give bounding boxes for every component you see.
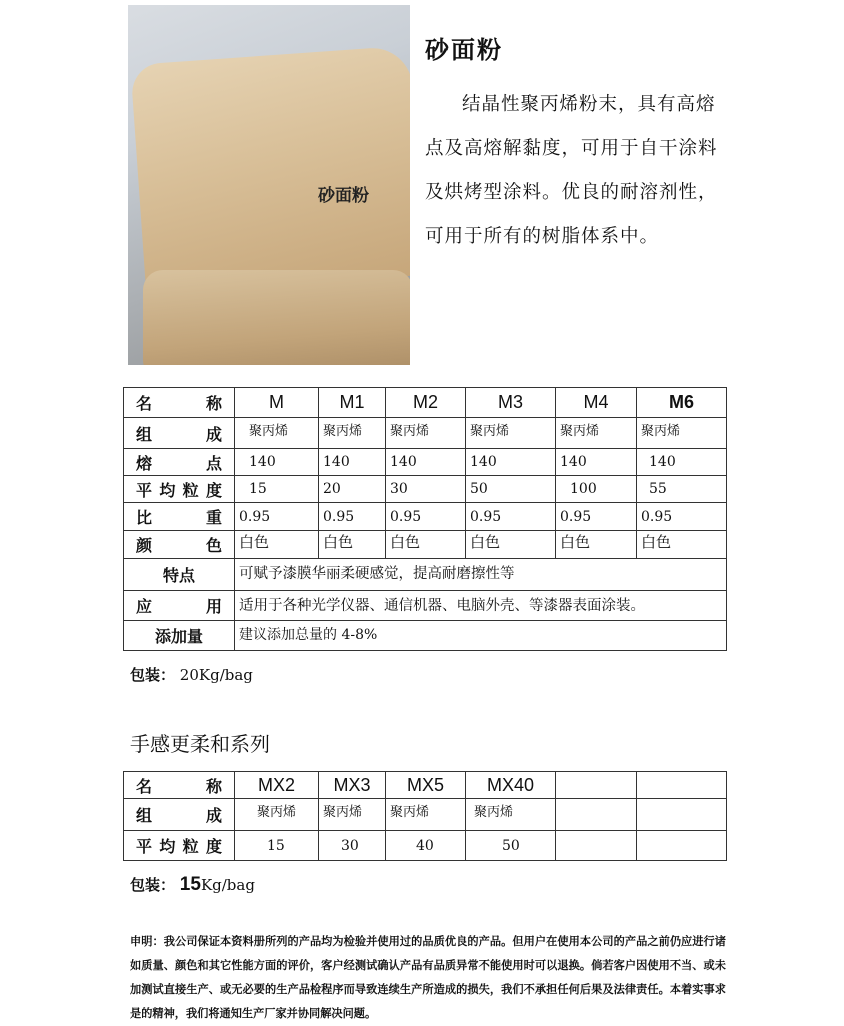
cell: 白色 (637, 531, 727, 559)
package-info-2 (130, 874, 255, 896)
cell: 白色 (556, 531, 637, 559)
cell: 140 (466, 449, 556, 476)
cell: 140 (556, 449, 637, 476)
cell: 聚丙烯 (637, 418, 727, 449)
cell: 聚丙烯 (319, 418, 386, 449)
cell: 15 (235, 476, 319, 503)
cell: 140 (235, 449, 319, 476)
package-info-1 (130, 664, 253, 685)
label-application: 应 用 (124, 591, 235, 621)
cell: 聚丙烯 (235, 799, 319, 831)
cell: 0.95 (319, 503, 386, 531)
cell: 聚丙烯 (556, 418, 637, 449)
cell: 30 (319, 831, 386, 861)
cell: 0.95 (235, 503, 319, 531)
model-cell: M3 (466, 388, 556, 418)
series-title: 手感更柔和系列 (130, 732, 270, 756)
model-cell: MX2 (235, 772, 319, 799)
cell: 20 (319, 476, 386, 503)
cell: 55 (637, 476, 727, 503)
package-value: 20Kg/bag (179, 666, 253, 684)
cell: 聚丙烯 (319, 799, 386, 831)
cell: 白色 (386, 531, 466, 559)
cell: 140 (386, 449, 466, 476)
cell: 聚丙烯 (466, 418, 556, 449)
model-cell: M6 (637, 388, 727, 418)
row-name (124, 388, 727, 418)
cell: 白色 (319, 531, 386, 559)
cell: 白色 (235, 531, 319, 559)
package-label: 包装： (130, 876, 176, 894)
empty-cell (556, 772, 637, 799)
product-description: 结晶性聚丙烯粉末，具有高熔点及高熔解黏度，可用于自干涂料及烘烤型涂料。优良的耐溶剂性，可用于所有的树脂体系中。 (425, 94, 718, 247)
cell: 140 (319, 449, 386, 476)
cell: 50 (466, 476, 556, 503)
label-particle: 平均粒度 (124, 476, 235, 503)
row-color (124, 531, 727, 559)
label-color: 颜 色 (124, 531, 235, 559)
package-value-bold: 15 (179, 874, 201, 895)
label-composition: 组 成 (124, 799, 235, 831)
row-composition (124, 799, 727, 831)
empty-cell (637, 831, 727, 861)
label-dosage: 添加量 (124, 621, 235, 651)
empty-cell (556, 799, 637, 831)
model-cell: MX40 (466, 772, 556, 799)
cell: 0.95 (637, 503, 727, 531)
empty-cell (637, 772, 727, 799)
row-composition (124, 418, 727, 449)
row-melting (124, 449, 727, 476)
row-particle (124, 476, 727, 503)
feature-text: 可赋予漆膜华丽柔硬感觉，提高耐磨擦性等 (235, 559, 727, 591)
model-cell: M2 (386, 388, 466, 418)
spec-table (123, 387, 727, 651)
photo-label: 砂面粉 (318, 186, 369, 206)
cell: 聚丙烯 (466, 799, 556, 831)
cell: 30 (386, 476, 466, 503)
row-dosage (124, 621, 727, 651)
product-photo (128, 5, 410, 365)
model-cell: M4 (556, 388, 637, 418)
cell: 聚丙烯 (386, 418, 466, 449)
package-label: 包装： (130, 666, 176, 684)
model-cell: MX5 (386, 772, 466, 799)
product-title: 砂面粉 (425, 35, 503, 64)
cell: 40 (386, 831, 466, 861)
label-name: 名 称 (124, 388, 235, 418)
label-gravity: 比 重 (124, 503, 235, 531)
dosage-text: 建议添加总量的 4-8% (235, 621, 727, 651)
bag-image-bottom (143, 270, 410, 365)
row-feature (124, 559, 727, 591)
label-composition: 组 成 (124, 418, 235, 449)
cell: 140 (637, 449, 727, 476)
row-particle (124, 831, 727, 861)
label-name: 名 称 (124, 772, 235, 799)
row-name (124, 772, 727, 799)
cell: 0.95 (466, 503, 556, 531)
cell: 100 (556, 476, 637, 503)
application-text: 适用于各种光学仪器、通信机器、电脑外壳、等漆器表面涂装。 (235, 591, 727, 621)
cell: 50 (466, 831, 556, 861)
cell: 0.95 (386, 503, 466, 531)
cell: 聚丙烯 (386, 799, 466, 831)
model-cell: MX3 (319, 772, 386, 799)
empty-cell (637, 799, 727, 831)
cell: 聚丙烯 (235, 418, 319, 449)
row-gravity (124, 503, 727, 531)
package-value-unit: Kg/bag (200, 876, 255, 894)
label-feature: 特点 (124, 559, 235, 591)
model-cell: M1 (319, 388, 386, 418)
cell: 15 (235, 831, 319, 861)
cell: 白色 (466, 531, 556, 559)
cell: 0.95 (556, 503, 637, 531)
bag-image-top (130, 46, 410, 295)
disclaimer: 申明：我公司保证本资料册所列的产品均为检验并使用过的品质优良的产品。但用户在使用本公司的产品之前仍应进行诸如质量、颜色和其它性能方面的评价，客户经测试确认产品有品质异常不能使用时可以退换。倘若客户因使用不当、或未加测试直接生产、或无必要的生产品检程序而导致连续生产所造成的损失，我们不承担任何后果及法律责任。本着实事求是的精神，我们将通知生产厂家并协同解决问题。 (130, 935, 726, 1020)
row-application (124, 591, 727, 621)
empty-cell (556, 831, 637, 861)
model-cell: M (235, 388, 319, 418)
series-table (123, 771, 727, 861)
label-particle: 平均粒度 (124, 831, 235, 861)
label-melting: 熔 点 (124, 449, 235, 476)
